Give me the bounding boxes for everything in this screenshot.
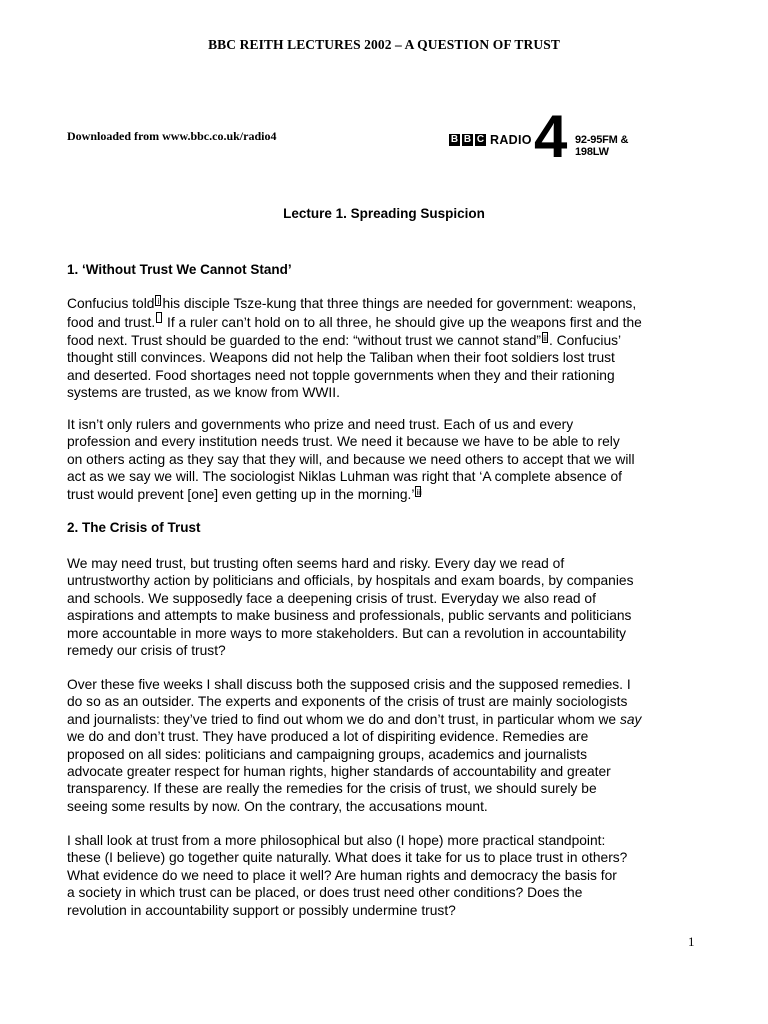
paragraph-4: Over these five weeks I shall discuss both the supposed crisis and the supposed remedies. I do so as an outsider. The experts and exponents of the crisis of trust are mainly sociologists and journalists: they’ve tried to find out whom we do and don’t trust, in particular whom we say we do and don’t trust. They have produced a lot of dispiriting evidence. Remedies are proposed on all sides: politicians and campaigning groups, academics and journalists advocate greater respect for human rights, higher standards of accountability and greater transparency. If these are really the remedies for the crisis of trust, we should surely be seeing some results by now. On the contrary, the accusations mount. [67,677,642,814]
bbc-letter-b2: B [463,134,472,145]
page-number: 1 [688,934,695,949]
document-header-title: BBC REITH LECTURES 2002 – A QUESTION OF TRUST [208,37,560,52]
bbc-letter-c: C [476,134,485,145]
paragraph-5: I shall look at trust from a more philosophical but also (I hope) more practical standpoint: these (I believe) go together quite naturally. What does it take for us to place trust in others? What evidence do we need to place it well? Are human rights and democracy the basis for a society in which trust can be placed, or does trust need other conditions? Does the revolution in accountability support or possibly undermine trust? [67,833,628,918]
section-heading-1: 1. ‘Without Trust We Cannot Stand’ [67,262,292,277]
paragraph-3: We may need trust, but trusting often seems hard and risky. Every day we read of untrustworthy action by politicians and officials, by hospitals and exam boards, by companies and schools. We supposedly face a deepening crisis of trust. Everyday we also read of aspirations and attempts to make business and professionals, public servants and politicians more accountable in more ways to more stakeholders. But can a revolution in accountability remedy our crisis of trust? [67,556,634,659]
download-source-line: Downloaded from www.bbc.co.uk/radio4 [67,129,277,143]
bbc-letter-b1: B [450,134,459,145]
lecture-title: Lecture 1. Spreading Suspicion [283,206,485,221]
frequency-label: 92-95FM & 198LW [575,134,629,158]
paragraph-1: Confucius told i his disciple Tsze-kung that three things are needed for government: weapons, food and trust. If a ruler can’t hold on to all three, he should give up the weapons first and the food next. Trust should be guarded to the end: “without trust we cannot stand” ii . Confucius’ thought still convinces. Weapons did not help the Taliban when their foot soldiers lost trust and deserted. Food shortages need not topple governments when they and their rationing systems are trusted, as we know from WWII. [67,296,642,401]
bbc-logo-boxes [449,134,486,146]
paragraph-2: It isn’t only rulers and governments who prize and need trust. Each of us and every profession and every institution needs trust. We need it because we have to be able to rely on others acting as they say that they will, and because we need others to accept that we will act as we say we will. The sociologist Niklas Luhman was right that ‘A complete absence of trust would prevent [one] even getting up in the morning.’ iii [67,417,635,502]
footnote-marker[interactable]: iii [416,487,422,497]
radio4-number: 4 [534,103,566,170]
radio-label: RADIO [490,133,532,147]
footnote-marker[interactable]: ii [543,333,547,343]
footnote-marker[interactable]: i [155,295,161,306]
footnote-marker[interactable] [156,312,162,323]
bbc-radio4-logo [449,103,664,170]
section-heading-2: 2. The Crisis of Trust [67,520,201,535]
